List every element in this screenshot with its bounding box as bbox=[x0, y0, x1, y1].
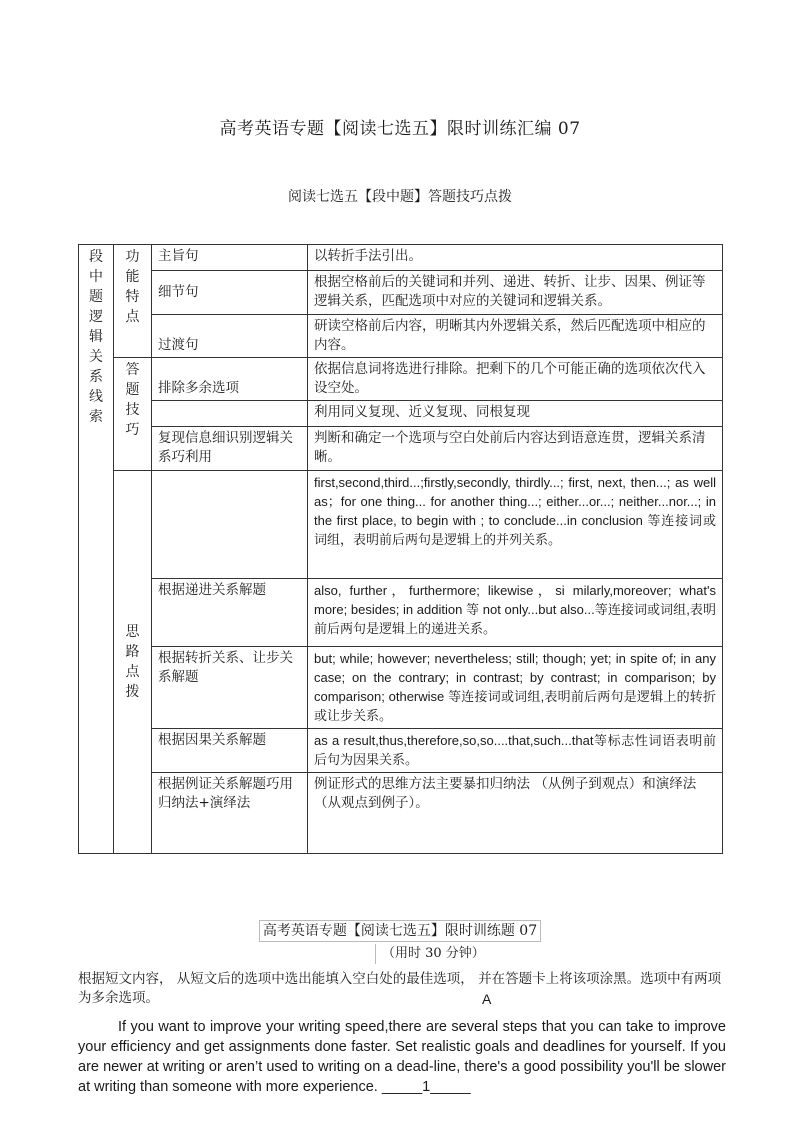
row-desc: also, further，furthermore; likewise，si milarly,moreover; what's more; besides; in addition 等 not only...but also...等连接词或词组,表明前后两句是逻辑上的递进关系。 bbox=[308, 579, 723, 647]
table-subtitle: 阅读七选五【段中题】答题技巧点拨 bbox=[288, 189, 512, 205]
row-desc: 研读空格前后内容，明晰其内外逻辑关系，然后匹配选项中相应的内容。 bbox=[308, 315, 723, 358]
exercise-title-wrap bbox=[0, 920, 800, 942]
row-name: 根据例证关系解题巧用归纳法+演绎法 bbox=[152, 773, 308, 854]
row-name: 排除多余选项 bbox=[152, 358, 308, 401]
row-desc: as a result,thus,therefore,so,so....that,such...that等标志性词语表明前后句为因果关系。 bbox=[308, 729, 723, 773]
row-name: 过渡句 bbox=[152, 315, 308, 358]
row-name: 主旨句 bbox=[152, 245, 308, 271]
row-name: 根据因果关系解题 bbox=[152, 729, 308, 773]
row-desc: 判断和确定一个选项与空白处前后内容达到语意连贯，逻辑关系清晰。 bbox=[308, 427, 723, 471]
group-skill-cell: 答题技巧 bbox=[114, 358, 152, 471]
time-limit: （用时 30 分钟） bbox=[375, 944, 485, 964]
skills-table bbox=[78, 244, 723, 854]
row-name bbox=[152, 471, 308, 579]
row-name: 根据递进关系解题 bbox=[152, 579, 308, 647]
row-name: 根据转折关系、让步关系解题 bbox=[152, 647, 308, 729]
row-desc: 根据空格前后的关键词和并列、递进、转折、让步、因果、例证等逻辑关系，匹配选项中对应的关键词和逻辑关系。 bbox=[308, 271, 723, 315]
section-letter: A bbox=[482, 991, 492, 1007]
row-name bbox=[152, 401, 308, 427]
instructions: 根据短文内容， 从短文后的选项中选出能填入空白处的最佳选项， 并在答题卡上将该项涂黑。选项中有两项为多余选项。 bbox=[78, 971, 722, 1006]
exercise-title: 高考英语专题【阅读七选五】限时训练题 07 bbox=[259, 920, 541, 942]
row-desc: 例证形式的思维方法主要暴扣归纳法 （从例子到观点）和演绎法（从观点到例子）。 bbox=[308, 773, 723, 854]
row-name: 复现信息细识别逻辑关系巧利用 bbox=[152, 427, 308, 471]
row-desc: 依据信息词将选进行排除。把剩下的几个可能正确的选项依次代入设空处。 bbox=[308, 358, 723, 401]
group-function-cell: 功能特点 bbox=[114, 245, 152, 358]
group-thinking-cell: 思路点拨 bbox=[114, 471, 152, 854]
page-title: 高考英语专题【阅读七选五】限时训练汇编 07 bbox=[219, 119, 581, 139]
row-desc: 以转折手法引出。 bbox=[308, 245, 723, 271]
row-desc: 利用同义复现、近义复现、同根复现 bbox=[308, 401, 723, 427]
row-name: 细节句 bbox=[152, 271, 308, 315]
category-cell: 段中题逻辑关系线索 bbox=[79, 245, 114, 854]
row-desc: first,second,third...;firstly,secondly, thirdly...; first, next, then...; as well as；for one thing... for another thing...; either...or...; neither...nor...; in the first place, to begin with ; to conclude...in conclusion 等连接词或词组，表明前后两句是逻辑上的并列关系。 bbox=[308, 471, 723, 579]
row-desc: but; while; however; nevertheless; still; though; yet; in spite of; in any case; on the contrary; in contrast; by contrast; in comparison; by comparison; otherwise 等连接词或词组,表明前后两句是逻辑上的转折或让步关系。 bbox=[308, 647, 723, 729]
passage-paragraph: If you want to improve your writing speed,there are several steps that you can take to improve your efficiency and get assignments done faster. Set realistic goals and deadlines for yourself. If you are newer at writing or aren’t used to writing on a dead-line, there's a good possibility you'll be slower at writing than someone with more experience. _____1_____ bbox=[78, 1019, 726, 1095]
